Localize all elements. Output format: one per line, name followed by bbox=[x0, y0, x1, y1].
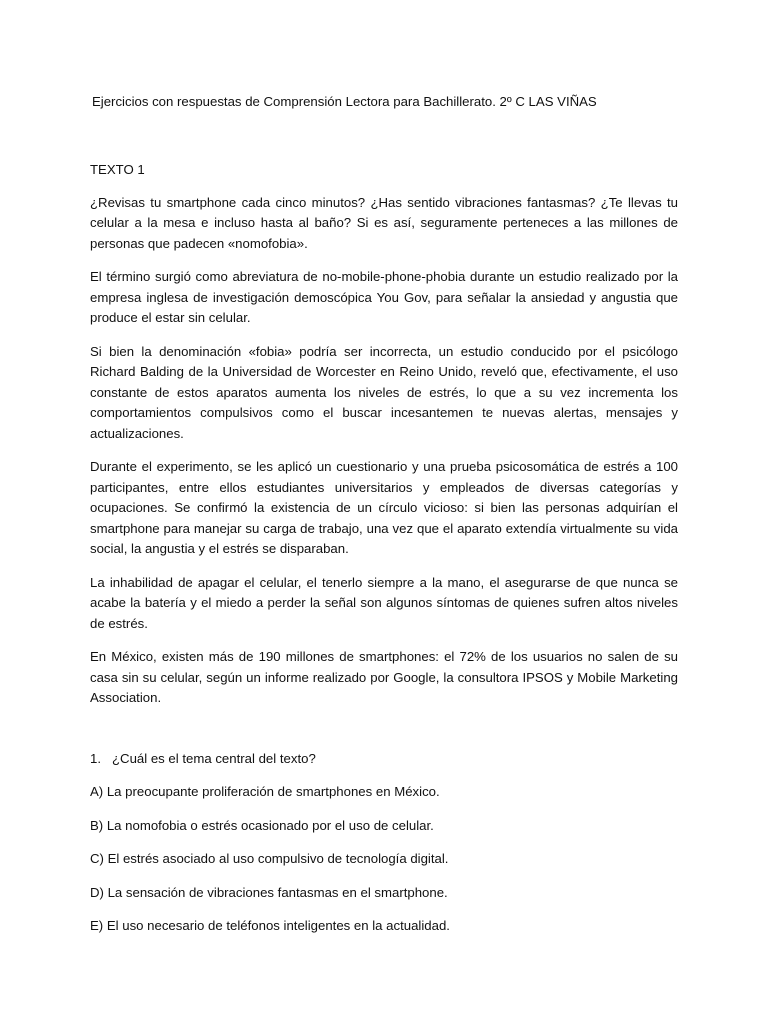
answer-option-d: D) La sensación de vibraciones fantasmas en el smartphone. bbox=[90, 884, 448, 900]
section-heading: TEXTO 1 bbox=[90, 162, 145, 177]
paragraph-6: En México, existen más de 190 millones de smartphones: el 72% de los usuarios no salen de su casa sin su celular, según un informe realizado por Google, la consultora IPSOS y Mobile Marketing Association. bbox=[90, 649, 678, 705]
question-block bbox=[90, 749, 678, 937]
paragraph-2: El término surgió como abreviatura de no-mobile-phone-phobia durante un estudio realizado por la empresa inglesa de investigación demoscópica You Gov, para señalar la ansiedad y angustia que produce el estar sin celular. bbox=[90, 269, 678, 325]
paragraph-1: ¿Revisas tu smartphone cada cinco minutos? ¿Has sentido vibraciones fantasmas? ¿Te llevas tu celular a la mesa e incluso hasta al baño? Si es así, seguramente perteneces a las millones de personas que padecen «nomofobia». bbox=[90, 194, 678, 251]
paragraph-5: La inhabilidad de apagar el celular, el tenerlo siempre a la mano, el asegurarse de que nunca se acabe la batería y el miedo a perder la señal son algunos síntomas de quienes sufren altos niveles de estrés. bbox=[90, 574, 678, 631]
answer-option-a: A) La preocupante proliferación de smartphones en México. bbox=[90, 784, 440, 799]
paragraph-4: Durante el experimento, se les aplicó un cuestionario y una prueba psicosomática de estrés a 100 participantes, entre ellos estudiantes universitarios y empleados de diversas categorías y ocupaciones. Se confirmó la existencia de un círculo vicioso: si bien las personas adquirían el smartphone para manejar su carga de trabajo, una vez que el aparato extendía virtualmente su vida social, la angustia y el estrés se disparaban. bbox=[90, 459, 678, 556]
question-text: ¿Cuál es el tema central del texto? bbox=[112, 750, 316, 766]
answer-option-e: E) El uso necesario de teléfonos inteligentes en la actualidad. bbox=[90, 918, 450, 933]
question-number: 1. bbox=[90, 750, 101, 766]
document-body bbox=[90, 160, 678, 950]
paragraph-3: Si bien la denominación «fobia» podría ser incorrecta, un estudio conducido por el psicólogo Richard Balding de la Universidad de Worcester en Reino Unido, reveló que, efectivamente, el uso constante de estos aparatos aumenta los niveles de estrés, lo que a su vez incrementa los comportamientos compulsivos como el buscar incesantemen te nuevas alertas, mensajes y actualizaciones. bbox=[90, 343, 678, 441]
answer-option-b: B) La nomofobia o estrés ocasionado por el uso de celular. bbox=[90, 817, 434, 833]
answer-option-c: C) El estrés asociado al uso compulsivo de tecnología digital. bbox=[90, 851, 449, 866]
document-title: Ejercicios con respuestas de Comprensión Lectora para Bachillerato. 2º C LAS VIÑAS bbox=[92, 94, 597, 109]
question-1 bbox=[90, 749, 678, 770]
